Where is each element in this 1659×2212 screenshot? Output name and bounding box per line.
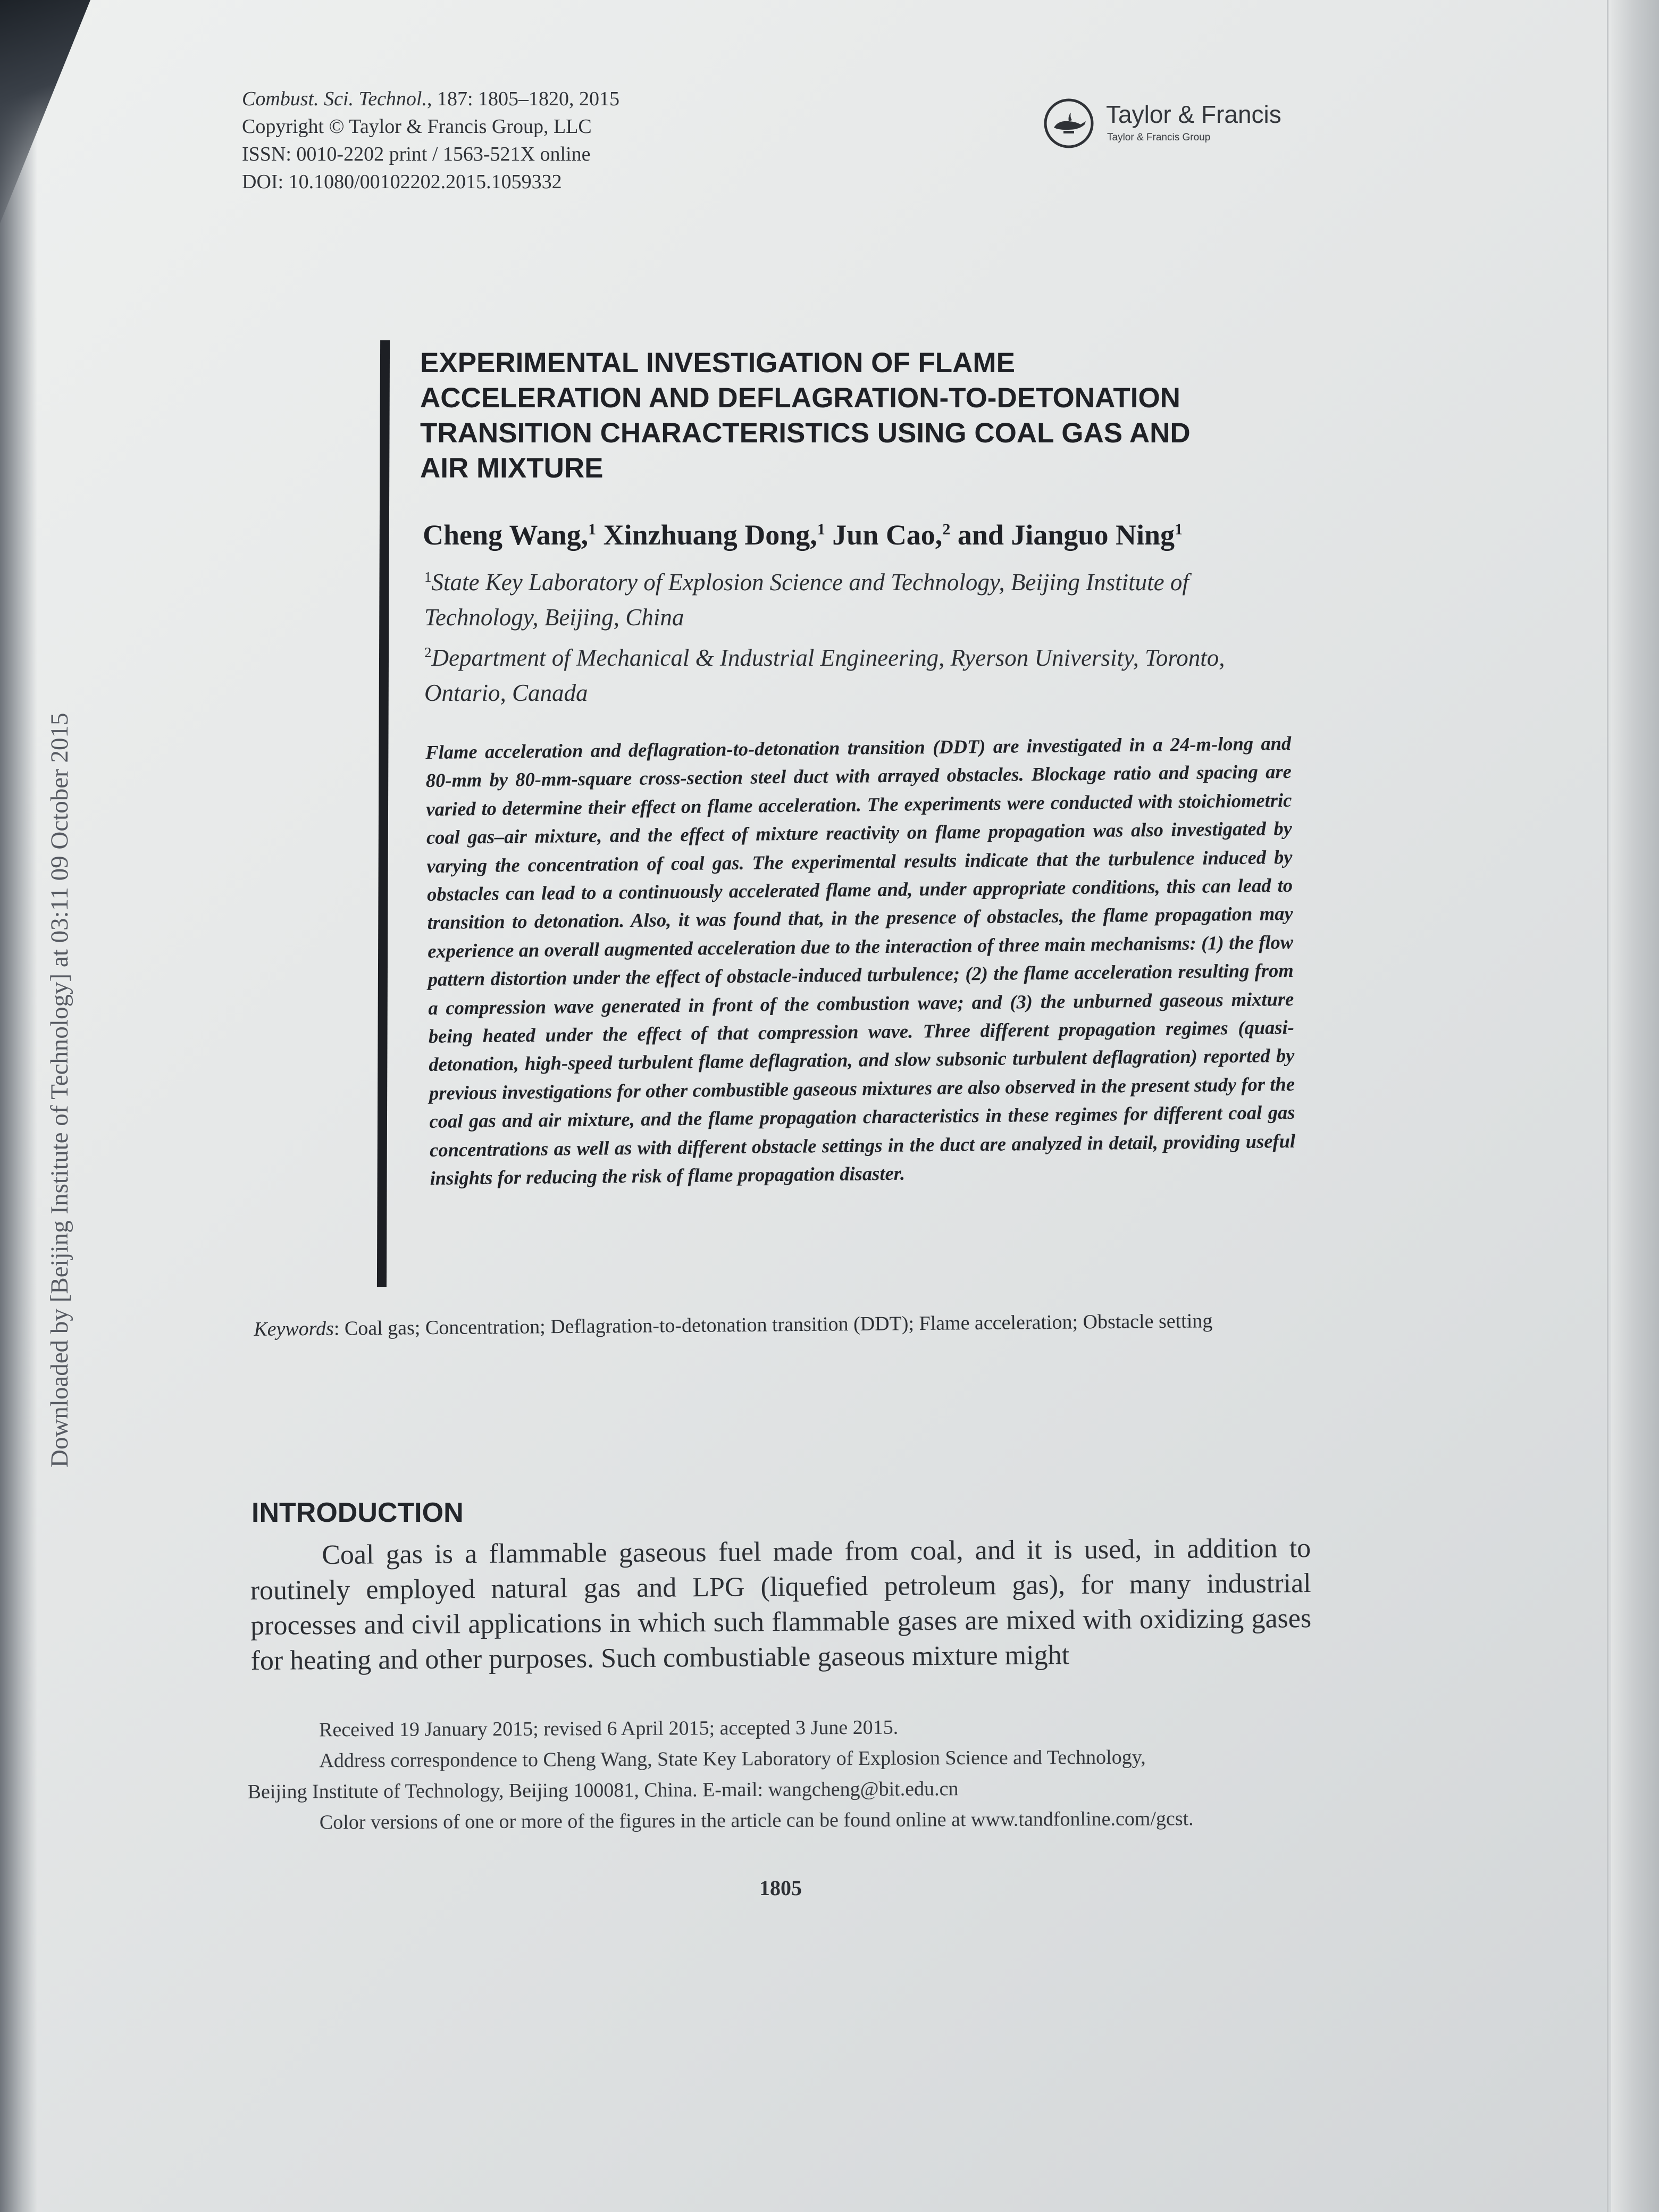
affiliation-line: Ontario, Canada bbox=[424, 680, 588, 706]
author-name: and Jianguo Ning bbox=[957, 519, 1175, 551]
author-name: Xinzhuang Dong, bbox=[603, 519, 817, 551]
received-dates: Received 19 January 2015; revised 6 April 2015; accepted 3 June 2015. bbox=[319, 1716, 899, 1741]
article-title bbox=[420, 346, 1297, 486]
intro-paragraph: Coal gas is a flammable gaseous fuel made from coal, and it is used, in addition to routinely employed natural gas and LPG (liquefied petroleum gas), for many industrial processes and civil applications in which such flammable gases are mixed with oxidizing gases for heating and other purposes. Such combustiable gaseous mixture might bbox=[250, 1533, 1312, 1676]
affiliation-mark: 1 bbox=[1174, 521, 1183, 538]
title-line: ACCELERATION AND DEFLAGRATION-TO-DETONATION bbox=[420, 382, 1180, 414]
footnotes bbox=[247, 1710, 1322, 1838]
affiliation-mark: 1 bbox=[588, 521, 597, 538]
volume-pages: , 187: 1805–1820, 2015 bbox=[427, 88, 620, 110]
affiliation-mark: 2 bbox=[424, 644, 432, 660]
page-number: 1805 bbox=[759, 1876, 802, 1900]
affiliation-line: Technology, Beijing, China bbox=[424, 604, 684, 631]
author-name: Jun Cao, bbox=[832, 519, 943, 551]
title-line: EXPERIMENTAL INVESTIGATION OF FLAME bbox=[420, 347, 1015, 379]
affiliations bbox=[424, 559, 1307, 710]
keywords-text: : Coal gas; Concentration; Deflagration-to-detonation transition (DDT); Flame acceleration; Obstacle setting bbox=[333, 1310, 1213, 1340]
publisher-block bbox=[1042, 95, 1287, 158]
correspondence-line: Beijing Institute of Technology, Beijing 100081, China. E-mail: wangcheng@bit.edu.cn bbox=[247, 1778, 959, 1803]
publisher-name: Taylor & Francis bbox=[1106, 100, 1281, 128]
title-rule-bar bbox=[377, 340, 390, 1287]
author-name: Cheng Wang, bbox=[423, 519, 589, 551]
publisher-subtitle: Taylor & Francis Group bbox=[1107, 132, 1211, 143]
title-line: TRANSITION CHARACTERISTICS USING COAL GAS AND bbox=[420, 417, 1191, 449]
affiliation-text: Department of Mechanical & Industrial Engineering, Ryerson University, Toronto, bbox=[431, 644, 1225, 671]
affiliation-line bbox=[424, 559, 1307, 600]
affiliation-mark: 1 bbox=[424, 569, 432, 585]
author-list bbox=[423, 518, 1183, 551]
color-note: Color versions of one or more of the figures in the article can be found online at www.tandfonline.com/gcst. bbox=[319, 1807, 1194, 1834]
affiliation-line bbox=[424, 635, 1307, 675]
oil-lamp-icon bbox=[1042, 97, 1095, 150]
affiliation-text: State Key Laboratory of Explosion Science and Technology, Beijing Institute of bbox=[431, 569, 1189, 596]
keywords-label: Keywords bbox=[254, 1317, 334, 1340]
affiliation-mark: 2 bbox=[942, 521, 951, 538]
doi-line: DOI: 10.1080/00102202.2015.1059332 bbox=[242, 171, 562, 193]
abstract: Flame acceleration and deflagration-to-detonation transition (DDT) are investigated in a 24-m-long and 80-mm by 80-mm-square cross-section steel duct with arrayed obstacles. Blockage ratio and spacing are varied to determine their effect on flame acceleration. The experiments were conducted with stoichiometric coal gas–air mixture, and the effect of mixture reactivity on flame propagation was also investigated by varying the concentration of coal gas. The experimental results indicate that the turbulence induced by obstacles can lead to a continuously accelerated flame and, under appropriate conditions, this can lead to transition to detonation. Also, it was found that, in the presence of obstacles, the flame propagation may experience an overall augmented acceleration due to the interaction of three main mechanisms: (1) the flow pattern distortion under the effect of obstacle-induced turbulence; (2) the flame acceleration resulting from a compression wave generated in front of the combustion wave; and (3) the unburned gaseous mixture being heated under the effect of that compression wave. Three different propagation regimes (quasi-detonation, high-speed turbulent flame deflagration, and slow subsonic turbulent deflagration) reported by previous investigations for other combustible gaseous mixtures are also observed in the present study for the coal gas and air mixture, and the flame propagation characteristics in these regimes for different coal gas concentrations as well as with different obstacle settings in the duct are analyzed in detail, providing useful insights for reducing the risk of flame propagation disaster. bbox=[425, 732, 1296, 1189]
copyright-line: Copyright © Taylor & Francis Group, LLC bbox=[242, 115, 592, 138]
download-watermark: Downloaded by [Beijing Institute of Technology] at 03:11 09 October 2015 bbox=[46, 713, 73, 1468]
issn-line: ISSN: 0010-2202 print / 1563-521X online bbox=[242, 143, 591, 165]
journal-info bbox=[242, 85, 619, 196]
section-heading: INTRODUCTION bbox=[252, 1497, 464, 1528]
correspondence-line: Address correspondence to Cheng Wang, State Key Laboratory of Explosion Science and Technology, bbox=[319, 1746, 1146, 1772]
title-line: AIR MIXTURE bbox=[420, 453, 604, 484]
keywords bbox=[254, 1304, 1296, 1345]
citation-line bbox=[242, 85, 619, 113]
affiliation-mark: 1 bbox=[817, 521, 825, 538]
journal-name: Combust. Sci. Technol. bbox=[242, 88, 427, 110]
